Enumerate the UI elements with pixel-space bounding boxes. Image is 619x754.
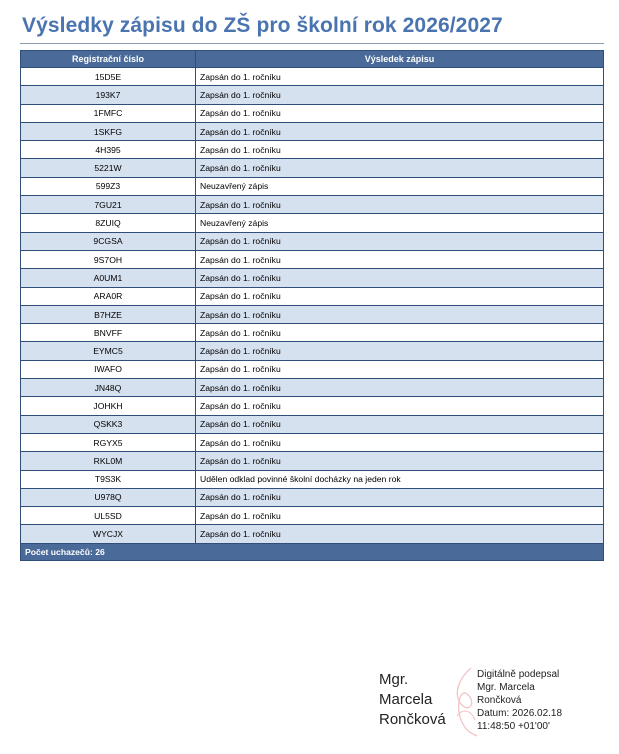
table-footer-row xyxy=(21,543,604,560)
registration-number-cell: 599Z3 xyxy=(21,177,196,195)
signature-detail-line: Rončková xyxy=(477,695,522,706)
registration-number-cell: B7HZE xyxy=(21,305,196,323)
table-row xyxy=(21,269,604,287)
enrollment-result-cell: Zapsán do 1. ročníku xyxy=(196,141,604,159)
registration-number-cell: ARA0R xyxy=(21,287,196,305)
registration-number-cell: 1FMFC xyxy=(21,104,196,122)
registration-number-cell: RGYX5 xyxy=(21,433,196,451)
registration-number-cell: QSKK3 xyxy=(21,415,196,433)
table-header-row xyxy=(21,51,604,68)
enrollment-result-cell: Zapsán do 1. ročníku xyxy=(196,525,604,543)
table-row xyxy=(21,397,604,415)
enrollment-result-cell: Zapsán do 1. ročníku xyxy=(196,232,604,250)
registration-number-cell: 9CGSA xyxy=(21,232,196,250)
registration-number-cell: T9S3K xyxy=(21,470,196,488)
table-row xyxy=(21,159,604,177)
table-row xyxy=(21,86,604,104)
table-row xyxy=(21,433,604,451)
header-enrollment-result: Výsledek zápisu xyxy=(196,51,604,68)
enrollment-result-cell: Zapsán do 1. ročníku xyxy=(196,342,604,360)
enrollment-result-cell: Zapsán do 1. ročníku xyxy=(196,379,604,397)
enrollment-result-cell: Neuzavřený zápis xyxy=(196,177,604,195)
signature-detail-line: Mgr. Marcela xyxy=(477,682,535,693)
registration-number-cell: U978Q xyxy=(21,488,196,506)
registration-number-cell: 7GU21 xyxy=(21,196,196,214)
registration-number-cell: 8ZUIQ xyxy=(21,214,196,232)
registration-number-cell: 9S7OH xyxy=(21,250,196,268)
signature-name-line: Marcela xyxy=(379,691,433,708)
enrollment-result-cell: Zapsán do 1. ročníku xyxy=(196,159,604,177)
table-row xyxy=(21,177,604,195)
enrollment-result-cell: Zapsán do 1. ročníku xyxy=(196,452,604,470)
table-row xyxy=(21,68,604,86)
registration-number-cell: 15D5E xyxy=(21,68,196,86)
registration-number-cell: UL5SD xyxy=(21,507,196,525)
table-row xyxy=(21,342,604,360)
enrollment-result-cell: Zapsán do 1. ročníku xyxy=(196,269,604,287)
table-row xyxy=(21,250,604,268)
table-row xyxy=(21,287,604,305)
table-row xyxy=(21,452,604,470)
registration-number-cell: BNVFF xyxy=(21,324,196,342)
title-underline xyxy=(20,43,604,44)
applicant-count: Počet uchazečů: 26 xyxy=(21,543,604,560)
registration-number-cell: RKL0M xyxy=(21,452,196,470)
signature-detail-line: Digitálně podepsal xyxy=(477,669,560,680)
table-row xyxy=(21,360,604,378)
registration-number-cell: IWAFO xyxy=(21,360,196,378)
enrollment-result-cell: Zapsán do 1. ročníku xyxy=(196,196,604,214)
header-registration-number: Registrační číslo xyxy=(21,51,196,68)
signature-detail-line: Datum: 2026.02.18 xyxy=(477,708,563,719)
enrollment-result-cell: Zapsán do 1. ročníku xyxy=(196,433,604,451)
enrollment-result-cell: Udělen odklad povinné školní docházky na jeden rok xyxy=(196,470,604,488)
registration-number-cell: JOHKH xyxy=(21,397,196,415)
registration-number-cell: 1SKFG xyxy=(21,122,196,140)
table-row xyxy=(21,470,604,488)
registration-number-cell: 4H395 xyxy=(21,141,196,159)
page-title: Výsledky zápisu do ZŠ pro školní rok 2026/2027 xyxy=(22,14,503,37)
table-row xyxy=(21,232,604,250)
enrollment-result-cell: Zapsán do 1. ročníku xyxy=(196,287,604,305)
table-row xyxy=(21,305,604,323)
table-row xyxy=(21,324,604,342)
table-row xyxy=(21,122,604,140)
table-row xyxy=(21,488,604,506)
enrollment-result-cell: Zapsán do 1. ročníku xyxy=(196,397,604,415)
table-row xyxy=(21,141,604,159)
table-row xyxy=(21,379,604,397)
registration-number-cell: JN48Q xyxy=(21,379,196,397)
enrollment-result-cell: Zapsán do 1. ročníku xyxy=(196,104,604,122)
enrollment-result-cell: Zapsán do 1. ročníku xyxy=(196,415,604,433)
registration-number-cell: A0UM1 xyxy=(21,269,196,287)
registration-number-cell: EYMC5 xyxy=(21,342,196,360)
table-body xyxy=(21,68,604,544)
table-row xyxy=(21,415,604,433)
table-row xyxy=(21,196,604,214)
signature-name xyxy=(379,670,446,730)
enrollment-result-cell: Neuzavřený zápis xyxy=(196,214,604,232)
registration-number-cell: 5221W xyxy=(21,159,196,177)
signature-details xyxy=(477,668,562,733)
registration-number-cell: 193K7 xyxy=(21,86,196,104)
enrollment-result-cell: Zapsán do 1. ročníku xyxy=(196,86,604,104)
signature-detail-line: 11:48:50 +01'00' xyxy=(477,721,550,732)
registration-number-cell: WYCJX xyxy=(21,525,196,543)
table-row xyxy=(21,104,604,122)
table-row xyxy=(21,214,604,232)
table-row xyxy=(21,507,604,525)
enrollment-result-cell: Zapsán do 1. ročníku xyxy=(196,360,604,378)
enrollment-result-cell: Zapsán do 1. ročníku xyxy=(196,68,604,86)
enrollment-result-cell: Zapsán do 1. ročníku xyxy=(196,122,604,140)
enrollment-result-cell: Zapsán do 1. ročníku xyxy=(196,324,604,342)
enrollment-result-cell: Zapsán do 1. ročníku xyxy=(196,305,604,323)
table-row xyxy=(21,525,604,543)
enrollment-result-cell: Zapsán do 1. ročníku xyxy=(196,488,604,506)
results-table xyxy=(20,50,604,561)
signature-name-line: Rončková xyxy=(379,711,446,728)
enrollment-result-cell: Zapsán do 1. ročníku xyxy=(196,507,604,525)
signature-name-line: Mgr. xyxy=(379,671,409,688)
enrollment-result-cell: Zapsán do 1. ročníku xyxy=(196,250,604,268)
